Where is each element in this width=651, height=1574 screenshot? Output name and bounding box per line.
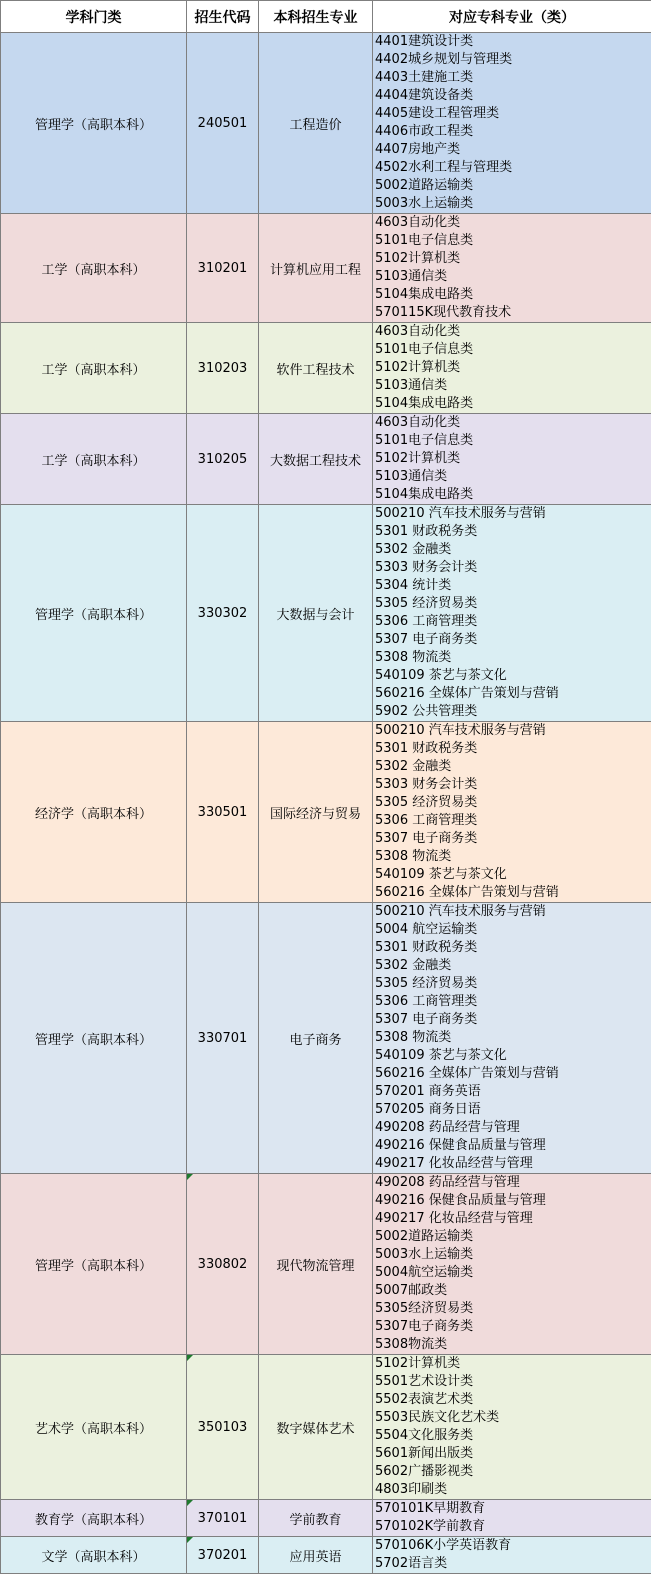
related-major-item: 5003水上运输类 <box>375 195 651 213</box>
related-major-item: 4603自动化类 <box>375 414 651 432</box>
code-cell: 310205 <box>187 414 259 505</box>
related-major-item: 5102计算机类 <box>375 250 651 268</box>
code-cell: 310203 <box>187 323 259 414</box>
major-cell: 计算机应用工程 <box>259 214 373 323</box>
code-cell: 240501 <box>187 33 259 214</box>
related-major-item: 5103通信类 <box>375 268 651 286</box>
related-major-item: 5101电子信息类 <box>375 432 651 450</box>
major-cell: 大数据与会计 <box>259 505 373 722</box>
related-major-item: 4403土建施工类 <box>375 69 651 87</box>
related-major-item: 5702语言类 <box>375 1555 651 1573</box>
related-major-item: 540109 茶艺与茶文化 <box>375 866 651 884</box>
related-majors-cell <box>373 214 651 323</box>
related-major-item: 4603自动化类 <box>375 323 651 341</box>
related-major-item: 5304 统计类 <box>375 577 651 595</box>
related-major-item: 5902 公共管理类 <box>375 703 651 721</box>
related-major-item: 490208 药品经营与管理 <box>375 1119 651 1137</box>
code-cell: 330701 <box>187 903 259 1174</box>
related-major-item: 5302 金融类 <box>375 541 651 559</box>
related-major-item: 5602广播影视类 <box>375 1463 651 1481</box>
related-major-item: 5002道路运输类 <box>375 1228 651 1246</box>
related-major-item: 5004 航空运输类 <box>375 921 651 939</box>
related-majors-cell <box>373 323 651 414</box>
related-major-item: 4803印刷类 <box>375 1481 651 1499</box>
code-cell: 330302 <box>187 505 259 722</box>
category-cell: 艺术学（高职本科） <box>1 1355 187 1500</box>
related-major-item: 5303 财务会计类 <box>375 559 651 577</box>
related-major-item: 540109 茶艺与茶文化 <box>375 667 651 685</box>
major-cell: 国际经济与贸易 <box>259 722 373 903</box>
category-cell: 管理学（高职本科） <box>1 1174 187 1355</box>
header-major: 本科招生专业 <box>259 1 373 33</box>
related-major-item: 5308物流类 <box>375 1336 651 1354</box>
related-major-item: 5003水上运输类 <box>375 1246 651 1264</box>
related-major-item: 5502表演艺术类 <box>375 1391 651 1409</box>
related-major-item: 5305 经济贸易类 <box>375 595 651 613</box>
table-row <box>1 414 651 505</box>
category-cell: 工学（高职本科） <box>1 414 187 505</box>
related-major-item: 5101电子信息类 <box>375 341 651 359</box>
table-row <box>1 1537 651 1574</box>
table-row <box>1 505 651 722</box>
related-major-item: 5302 金融类 <box>375 758 651 776</box>
related-major-item: 5104集成电路类 <box>375 286 651 304</box>
related-major-item: 5305 经济贸易类 <box>375 975 651 993</box>
related-major-item: 5305 经济贸易类 <box>375 794 651 812</box>
related-major-item: 5102计算机类 <box>375 1355 651 1373</box>
major-cell: 应用英语 <box>259 1537 373 1574</box>
category-cell: 管理学（高职本科） <box>1 33 187 214</box>
related-major-item: 5308 物流类 <box>375 1029 651 1047</box>
table-row <box>1 33 651 214</box>
related-major-item: 5308 物流类 <box>375 848 651 866</box>
related-major-item: 4405建设工程管理类 <box>375 105 651 123</box>
related-major-item: 490217 化妆品经营与管理 <box>375 1210 651 1228</box>
related-major-item: 5308 物流类 <box>375 649 651 667</box>
code-cell: 370201 <box>187 1537 259 1574</box>
related-major-item: 560216 全媒体广告策划与营销 <box>375 884 651 902</box>
related-major-item: 5307 电子商务类 <box>375 830 651 848</box>
related-major-item: 5302 金融类 <box>375 957 651 975</box>
related-major-item: 5306 工商管理类 <box>375 613 651 631</box>
related-major-item: 5306 工商管理类 <box>375 812 651 830</box>
related-major-item: 5102计算机类 <box>375 450 651 468</box>
related-major-item: 570205 商务日语 <box>375 1101 651 1119</box>
header-related-majors: 对应专科专业（类） <box>373 1 651 33</box>
related-major-item: 5004航空运输类 <box>375 1264 651 1282</box>
related-major-item: 5103通信类 <box>375 377 651 395</box>
related-major-item: 490216 保健食品质量与管理 <box>375 1137 651 1155</box>
header-category: 学科门类 <box>1 1 187 33</box>
table-row <box>1 1500 651 1537</box>
related-major-item: 490216 保健食品质量与管理 <box>375 1192 651 1210</box>
related-major-item: 5503民族文化艺术类 <box>375 1409 651 1427</box>
related-majors-cell <box>373 505 651 722</box>
table-row <box>1 1355 651 1500</box>
table-row <box>1 903 651 1174</box>
related-major-item: 4404建筑设备类 <box>375 87 651 105</box>
related-major-item: 5504文化服务类 <box>375 1427 651 1445</box>
related-major-item: 560216 全媒体广告策划与营销 <box>375 685 651 703</box>
related-major-item: 5305经济贸易类 <box>375 1300 651 1318</box>
related-majors-cell <box>373 1537 651 1574</box>
related-major-item: 5101电子信息类 <box>375 232 651 250</box>
related-major-item: 500210 汽车技术服务与营销 <box>375 722 651 740</box>
table-row <box>1 323 651 414</box>
category-cell: 工学（高职本科） <box>1 323 187 414</box>
related-major-item: 570115K现代教育技术 <box>375 304 651 322</box>
related-major-item: 5301 财政税务类 <box>375 939 651 957</box>
related-major-item: 5007邮政类 <box>375 1282 651 1300</box>
related-major-item: 540109 茶艺与茶文化 <box>375 1047 651 1065</box>
related-majors-cell <box>373 1174 651 1355</box>
related-major-item: 5102计算机类 <box>375 359 651 377</box>
table-row <box>1 1174 651 1355</box>
related-major-item: 570101K早期教育 <box>375 1500 651 1518</box>
category-cell: 经济学（高职本科） <box>1 722 187 903</box>
related-major-item: 5303 财务会计类 <box>375 776 651 794</box>
table-body <box>1 33 651 1574</box>
related-major-item: 570102K学前教育 <box>375 1518 651 1536</box>
related-majors-cell <box>373 722 651 903</box>
related-majors-cell <box>373 414 651 505</box>
related-major-item: 5307 电子商务类 <box>375 1011 651 1029</box>
related-major-item: 5002道路运输类 <box>375 177 651 195</box>
related-major-item: 570201 商务英语 <box>375 1083 651 1101</box>
table-row <box>1 722 651 903</box>
major-cell: 大数据工程技术 <box>259 414 373 505</box>
major-cell: 电子商务 <box>259 903 373 1174</box>
related-major-item: 4406市政工程类 <box>375 123 651 141</box>
category-cell: 文学（高职本科） <box>1 1537 187 1574</box>
related-major-item: 4603自动化类 <box>375 214 651 232</box>
code-cell: 310201 <box>187 214 259 323</box>
related-major-item: 4502水利工程与管理类 <box>375 159 651 177</box>
major-cell: 现代物流管理 <box>259 1174 373 1355</box>
related-major-item: 5104集成电路类 <box>375 395 651 413</box>
related-major-item: 5307电子商务类 <box>375 1318 651 1336</box>
code-cell: 370101 <box>187 1500 259 1537</box>
related-majors-cell <box>373 903 651 1174</box>
table-row <box>1 214 651 323</box>
header-row <box>1 1 651 33</box>
code-cell: 330501 <box>187 722 259 903</box>
related-major-item: 5301 财政税务类 <box>375 740 651 758</box>
related-major-item: 500210 汽车技术服务与营销 <box>375 505 651 523</box>
major-cell: 数字媒体艺术 <box>259 1355 373 1500</box>
related-major-item: 4401建筑设计类 <box>375 33 651 51</box>
related-major-item: 5601新闻出版类 <box>375 1445 651 1463</box>
related-major-item: 490217 化妆品经营与管理 <box>375 1155 651 1173</box>
related-major-item: 5104集成电路类 <box>375 486 651 504</box>
related-majors-cell <box>373 33 651 214</box>
major-cell: 学前教育 <box>259 1500 373 1537</box>
related-major-item: 5501艺术设计类 <box>375 1373 651 1391</box>
related-majors-cell <box>373 1355 651 1500</box>
related-major-item: 4402城乡规划与管理类 <box>375 51 651 69</box>
major-cell: 工程造价 <box>259 33 373 214</box>
related-major-item: 560216 全媒体广告策划与营销 <box>375 1065 651 1083</box>
related-majors-cell <box>373 1500 651 1537</box>
related-major-item: 5307 电子商务类 <box>375 631 651 649</box>
related-major-item: 5103通信类 <box>375 468 651 486</box>
header-code: 招生代码 <box>187 1 259 33</box>
related-major-item: 5306 工商管理类 <box>375 993 651 1011</box>
related-major-item: 490208 药品经营与管理 <box>375 1174 651 1192</box>
related-major-item: 4407房地产类 <box>375 141 651 159</box>
category-cell: 教育学（高职本科） <box>1 1500 187 1537</box>
related-major-item: 5301 财政税务类 <box>375 523 651 541</box>
category-cell: 管理学（高职本科） <box>1 903 187 1174</box>
category-cell: 工学（高职本科） <box>1 214 187 323</box>
category-cell: 管理学（高职本科） <box>1 505 187 722</box>
code-cell: 330802 <box>187 1174 259 1355</box>
code-cell: 350103 <box>187 1355 259 1500</box>
major-cell: 软件工程技术 <box>259 323 373 414</box>
related-major-item: 500210 汽车技术服务与营销 <box>375 903 651 921</box>
related-major-item: 570106K小学英语教育 <box>375 1537 651 1555</box>
